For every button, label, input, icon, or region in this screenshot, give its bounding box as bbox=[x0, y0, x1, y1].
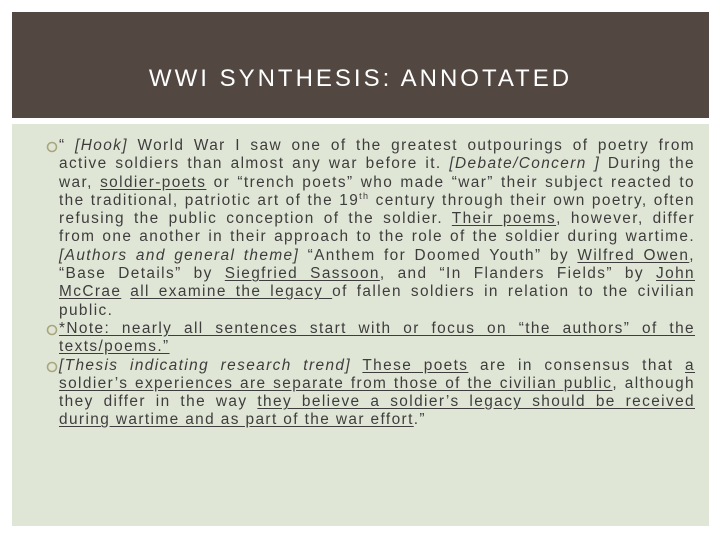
bullet-list bbox=[12, 137, 709, 430]
bullet-text bbox=[59, 137, 695, 319]
text-run bbox=[121, 283, 130, 300]
text-run: During the war, bbox=[59, 155, 695, 191]
text-run: century through their own poetry, often refusing the public conception of the soldier. bbox=[59, 191, 695, 228]
text-run: , “Base Details” by bbox=[59, 246, 695, 283]
text-run: are in consensus that bbox=[468, 356, 686, 374]
underlined-phrase: they believe a soldier’s legacy should be received during wartime and as part of the war effort bbox=[59, 393, 695, 429]
superscript: th bbox=[359, 190, 370, 201]
annotation-label: [Debate/Concern ] bbox=[449, 155, 601, 173]
slide-header bbox=[12, 12, 709, 118]
underlined-phrase: *Note: nearly all sentences start with or focus on “the authors” of the texts/poems.” bbox=[59, 319, 695, 356]
underlined-phrase: Their poems bbox=[451, 210, 557, 228]
bullet-note bbox=[59, 320, 695, 357]
slide-title: WWI SYNTHESIS: ANNOTATED bbox=[148, 65, 573, 92]
text-run bbox=[351, 357, 362, 374]
underlined-phrase: all examine the legacy bbox=[130, 283, 333, 301]
underlined-phrase: These poets bbox=[362, 356, 469, 374]
bullet-text bbox=[59, 320, 695, 355]
underlined-phrase: Siegfried Sassoon bbox=[224, 265, 380, 283]
text-run: .” bbox=[413, 411, 426, 429]
underlined-phrase: Wilfred Owen bbox=[577, 246, 690, 264]
underlined-phrase: a soldier’s experiences are separate from those of the civilian public bbox=[59, 356, 696, 392]
annotation-label: [Thesis indicating research trend] bbox=[59, 356, 352, 374]
text-run: , however, differ from one another in their approach to the role of the soldier during wartime. bbox=[59, 210, 695, 246]
annotation-label: [Authors and general theme] bbox=[59, 246, 300, 264]
bullet-thesis bbox=[59, 357, 695, 430]
bullet-hook bbox=[59, 137, 695, 320]
text-run: “ bbox=[59, 137, 76, 154]
text-run: World War I saw one of the greatest outpourings of poetry from active soldiers than almost any war before it. bbox=[59, 137, 696, 173]
circle-bullet-icon bbox=[46, 141, 58, 153]
text-run: , although they differ in the way bbox=[59, 374, 695, 411]
text-run: of fallen soldiers in relation to the civilian public. bbox=[59, 283, 695, 319]
text-run: “Anthem for Doomed Youth” by bbox=[299, 246, 578, 264]
slide-content bbox=[12, 124, 709, 526]
underlined-phrase: John McCrae bbox=[59, 265, 695, 301]
text-run: or “trench poets” who made “war” their subject reacted to the traditional, patriotic art of the 19 bbox=[59, 173, 695, 209]
underlined-phrase: soldier-poets bbox=[100, 173, 207, 191]
circle-bullet-icon bbox=[46, 361, 58, 373]
text-run: , and “In Flanders Fields” by bbox=[379, 265, 657, 283]
bullet-text bbox=[59, 357, 695, 429]
annotation-label: [Hook] bbox=[75, 137, 128, 154]
circle-bullet-icon bbox=[46, 324, 58, 336]
